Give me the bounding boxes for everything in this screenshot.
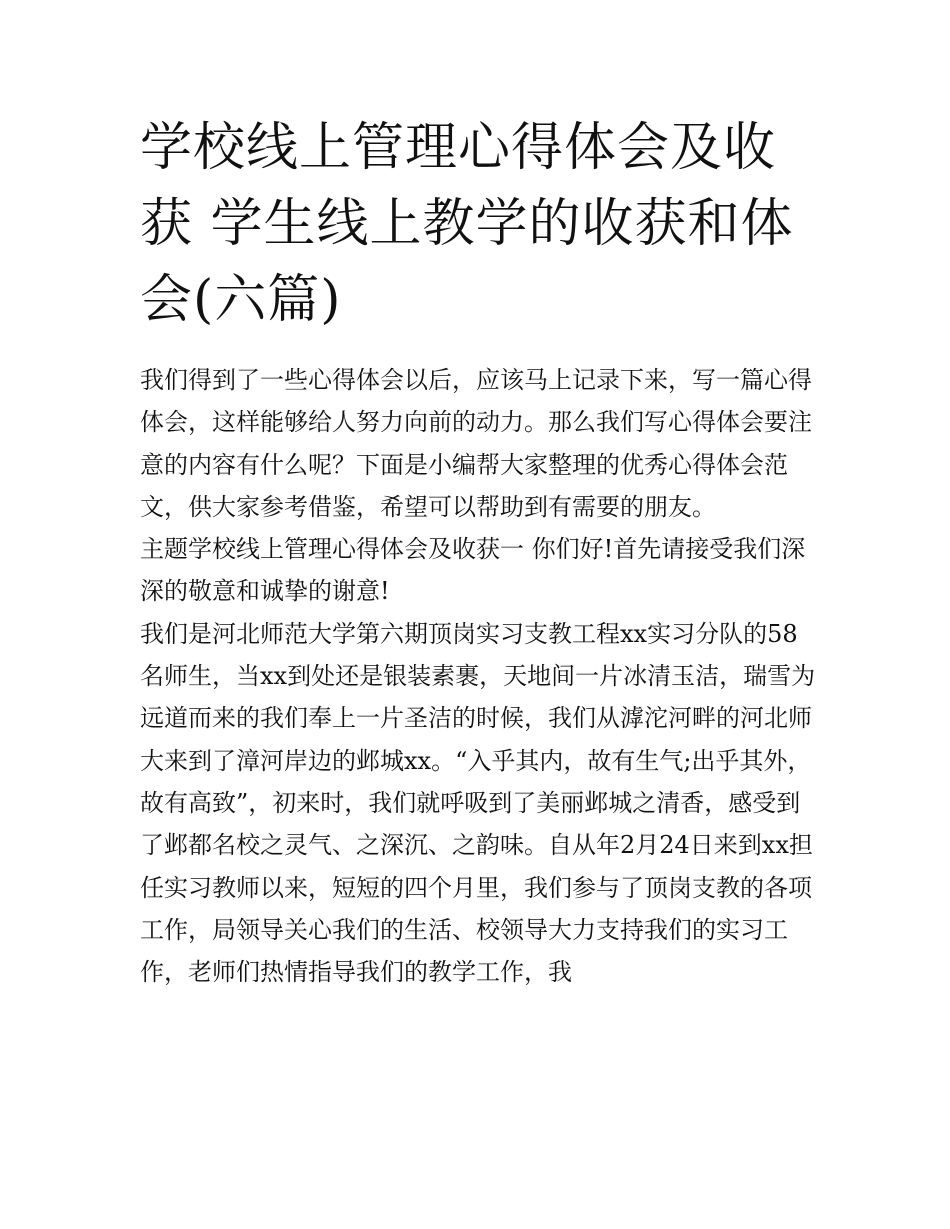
section-heading-paragraph: 主题学校线上管理心得体会及收获一 你们好!首先请接受我们深深的敬意和诚挚的谢意! xyxy=(140,535,806,606)
document-body xyxy=(140,359,816,993)
body-paragraph: 我们是河北师范大学第六期顶岗实习支教工程xx实习分队的58名师生，当xx到处还是银装素裹，天地间一片冰清玉洁，瑞雪为远道而来的我们奉上一片圣洁的时候，我们从滹沱河畔的河北师大来到了漳河岸边的邺城xx。“入乎其内，故有生气;出乎其外，故有高致”，初来时，我们就呼吸到了美丽邺城之清香，感受到了邺都名校之灵气、之深沉、之韵味。自从年2月24日来到xx担任实习教师以来，短短的四个月里，我们参与了顶岗支教的各项工作，局领导关心我们的生活、校领导大力支持我们的实习工作，老师们热情指导我们的教学工作，我 xyxy=(140,619,816,987)
intro-paragraph: 我们得到了一些心得体会以后，应该马上记录下来，写一篇心得体会，这样能够给人努力向前的动力。那么我们写心得体会要注意的内容有什么呢？下面是小编帮大家整理的优秀心得体会范文，供大家参考借鉴，希望可以帮助到有需要的朋友。 xyxy=(140,366,812,521)
document-title: 学校线上管理心得体会及收获 学生线上教学的收获和体会(六篇) xyxy=(140,118,794,330)
